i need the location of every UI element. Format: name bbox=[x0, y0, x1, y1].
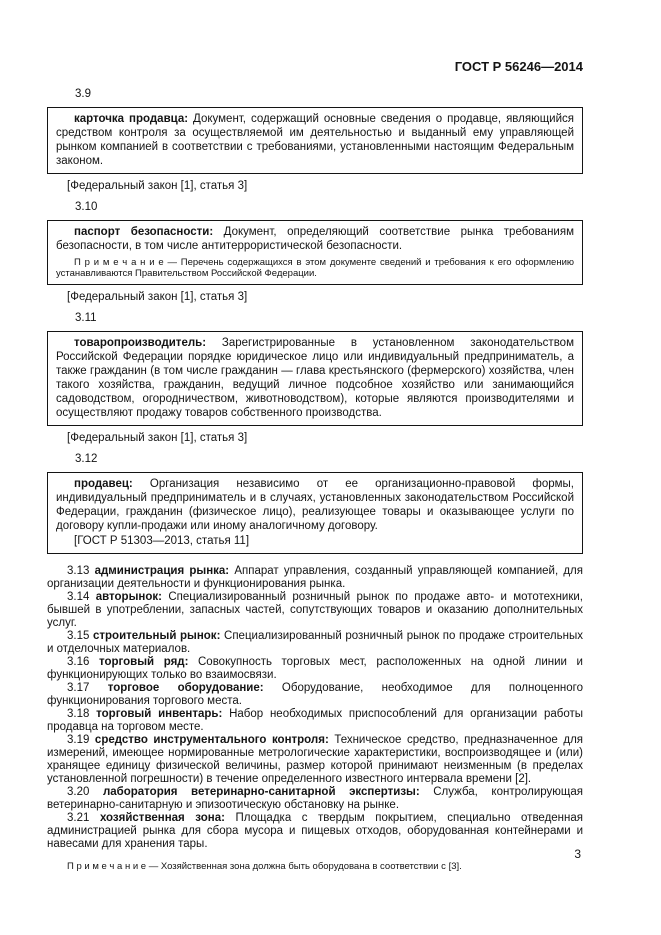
boxed-clause-3-11 bbox=[47, 311, 583, 445]
clause-number: 3.17 bbox=[67, 682, 90, 694]
definition-term: паспорт безопасности: bbox=[74, 226, 214, 238]
definition-note: П р и м е ч а н и е — Перечень содержащихся в этом документе сведений и требования к его оформлению устанавливаются Правительством Российской Федерации. bbox=[56, 257, 574, 279]
definition-term: авторынок: bbox=[95, 591, 162, 603]
clause-number: 3.14 bbox=[67, 591, 90, 603]
definition-box bbox=[47, 220, 583, 285]
clause-number: 3.11 bbox=[75, 312, 97, 324]
definition-text: Служба, контролирующая ветеринарно-санитарную и эпизоотическую обстановку на рынке. bbox=[47, 786, 583, 811]
term-paragraph bbox=[47, 812, 583, 851]
clause-number: 3.16 bbox=[67, 656, 90, 668]
clause-number: 3.15 bbox=[67, 630, 90, 642]
source-reference: [Федеральный закон [1], статья 3] bbox=[67, 432, 248, 444]
definition-term: администрация рынка: bbox=[94, 565, 230, 577]
definition-text: Документ, содержащий основные сведения о продавце, являющийся средством контроля за осуществляемой им деятельностью и выданный ему управляющей рынком компанией в соответствии с требованиями, установленными настоящим Федеральным законом. bbox=[56, 113, 574, 167]
definition-text: Зарегистрированные в установленном законодательством Российской Федерации порядке юридическое лицо или индивидуальный предприниматель, а также гражданин (в том числе гражданин — глава крестьянского (фермерского) хозяйства, член такого хозяйства, гражданин, ведущий личное подсобное хозяйство или занимающийся садоводством, огородничеством, животноводством), которые являются производителями и осуществляют продажу товаров собственного производства. bbox=[56, 337, 574, 419]
definition-text: Совокупность торговых мест, расположенных на одной линии и функционирующих только во взаимосвязи. bbox=[47, 656, 583, 681]
definition-term: торговый ряд: bbox=[98, 656, 189, 668]
definition-term: торговый инвентарь: bbox=[96, 708, 223, 720]
clause-number: 3.21 bbox=[67, 812, 90, 824]
definition-paragraph bbox=[56, 225, 574, 253]
clause-number: 3.18 bbox=[67, 708, 90, 720]
footer-note: П р и м е ч а н и е — Хозяйственная зона должна быть оборудована в соответствии с [3]. bbox=[67, 861, 462, 872]
term-paragraph bbox=[47, 630, 583, 656]
definition-text: Площадка с твердым покрытием, специально отведенная администрацией рынка для сбора мусора и пищевых отходов, оборудованная контейнерами и навесами для хранения тары. bbox=[47, 812, 584, 850]
definition-term: торговое оборудование: bbox=[107, 682, 264, 694]
definition-term: средство инструментального контроля: bbox=[94, 734, 329, 746]
term-paragraph bbox=[47, 734, 583, 786]
term-paragraph bbox=[47, 591, 583, 630]
term-paragraph bbox=[47, 708, 583, 734]
source-reference: [Федеральный закон [1], статья 3] bbox=[67, 291, 248, 303]
clause-number: 3.12 bbox=[75, 453, 98, 465]
definition-box bbox=[47, 107, 583, 174]
definition-text: Аппарат управления, созданный управляющей компанией, для организации деятельности и функционирования рынка. bbox=[47, 565, 583, 590]
clause-number: 3.10 bbox=[75, 201, 98, 213]
clause-number: 3.19 bbox=[67, 734, 90, 746]
page-number: 3 bbox=[574, 847, 581, 861]
boxed-clause-3-12 bbox=[47, 452, 583, 554]
definition-term: строительный рынок: bbox=[93, 630, 221, 642]
source-reference: [ГОСТ Р 51303—2013, статья 11] bbox=[74, 535, 250, 547]
definition-term: карточка продавца: bbox=[74, 113, 189, 125]
definition-text: Специализированный розничный рынок по продаже авто- и мототехники, бывшей в употреблении, запасных частей, сопутствующих товаров и оказанию дополнительных услуг. bbox=[47, 591, 583, 629]
term-paragraph bbox=[47, 656, 583, 682]
clause-number: 3.9 bbox=[75, 88, 91, 100]
term-paragraph bbox=[47, 786, 583, 812]
running-clauses bbox=[47, 565, 583, 851]
standard-designation: ГОСТ Р 56246—2014 bbox=[454, 59, 583, 74]
definition-text: Организация независимо от ее организационно-правовой формы, индивидуальный предприниматель и в случаях, установленных законодательством Российской Федерации, гражданин (физическое лицо), реализующее товары и оказывающее услуги по договору купли-продажи или иному аналогичному договору. bbox=[56, 478, 574, 532]
boxed-clause-3-9 bbox=[47, 87, 583, 193]
definition-term: товаропроизводитель: bbox=[74, 337, 207, 349]
boxed-clause-3-10 bbox=[47, 200, 583, 304]
definition-text: Набор необходимых приспособлений для организации работы продавца на торговом месте. bbox=[47, 708, 583, 733]
definition-box bbox=[47, 472, 583, 554]
definition-term: хозяйственная зона: bbox=[99, 812, 225, 824]
source-reference: [Федеральный закон [1], статья 3] bbox=[67, 180, 248, 192]
definition-text: Специализированный розничный рынок по продаже строительных и отделочных материалов. bbox=[47, 630, 583, 655]
definition-text: Документ, определяющий соответствие рынка требованиям безопасности, в том числе антитеррористической безопасности. bbox=[56, 226, 574, 252]
clause-number: 3.20 bbox=[67, 786, 90, 798]
clause-number: 3.13 bbox=[67, 565, 90, 577]
definition-text: Оборудование, необходимое для полноценного функционирования торгового места. bbox=[47, 682, 583, 707]
definition-text: Техническое средство, предназначенное для измерений, имеющее нормированные метрологические характеристики, воспроизводящее и (или) хранящее единицу физической величины, размер которой принимают неизменным (в пределах установленной погрешности) в течение определенного известного интервала времени [2]. bbox=[47, 734, 584, 785]
definition-paragraph bbox=[56, 112, 574, 168]
definition-term: лаборатория ветеринарно-санитарной экспертизы: bbox=[102, 786, 420, 798]
definition-term: продавец: bbox=[74, 478, 133, 490]
definition-paragraph bbox=[56, 336, 574, 420]
definition-box bbox=[47, 331, 583, 426]
definition-paragraph bbox=[56, 477, 574, 533]
term-paragraph bbox=[47, 565, 583, 591]
term-paragraph bbox=[47, 682, 583, 708]
